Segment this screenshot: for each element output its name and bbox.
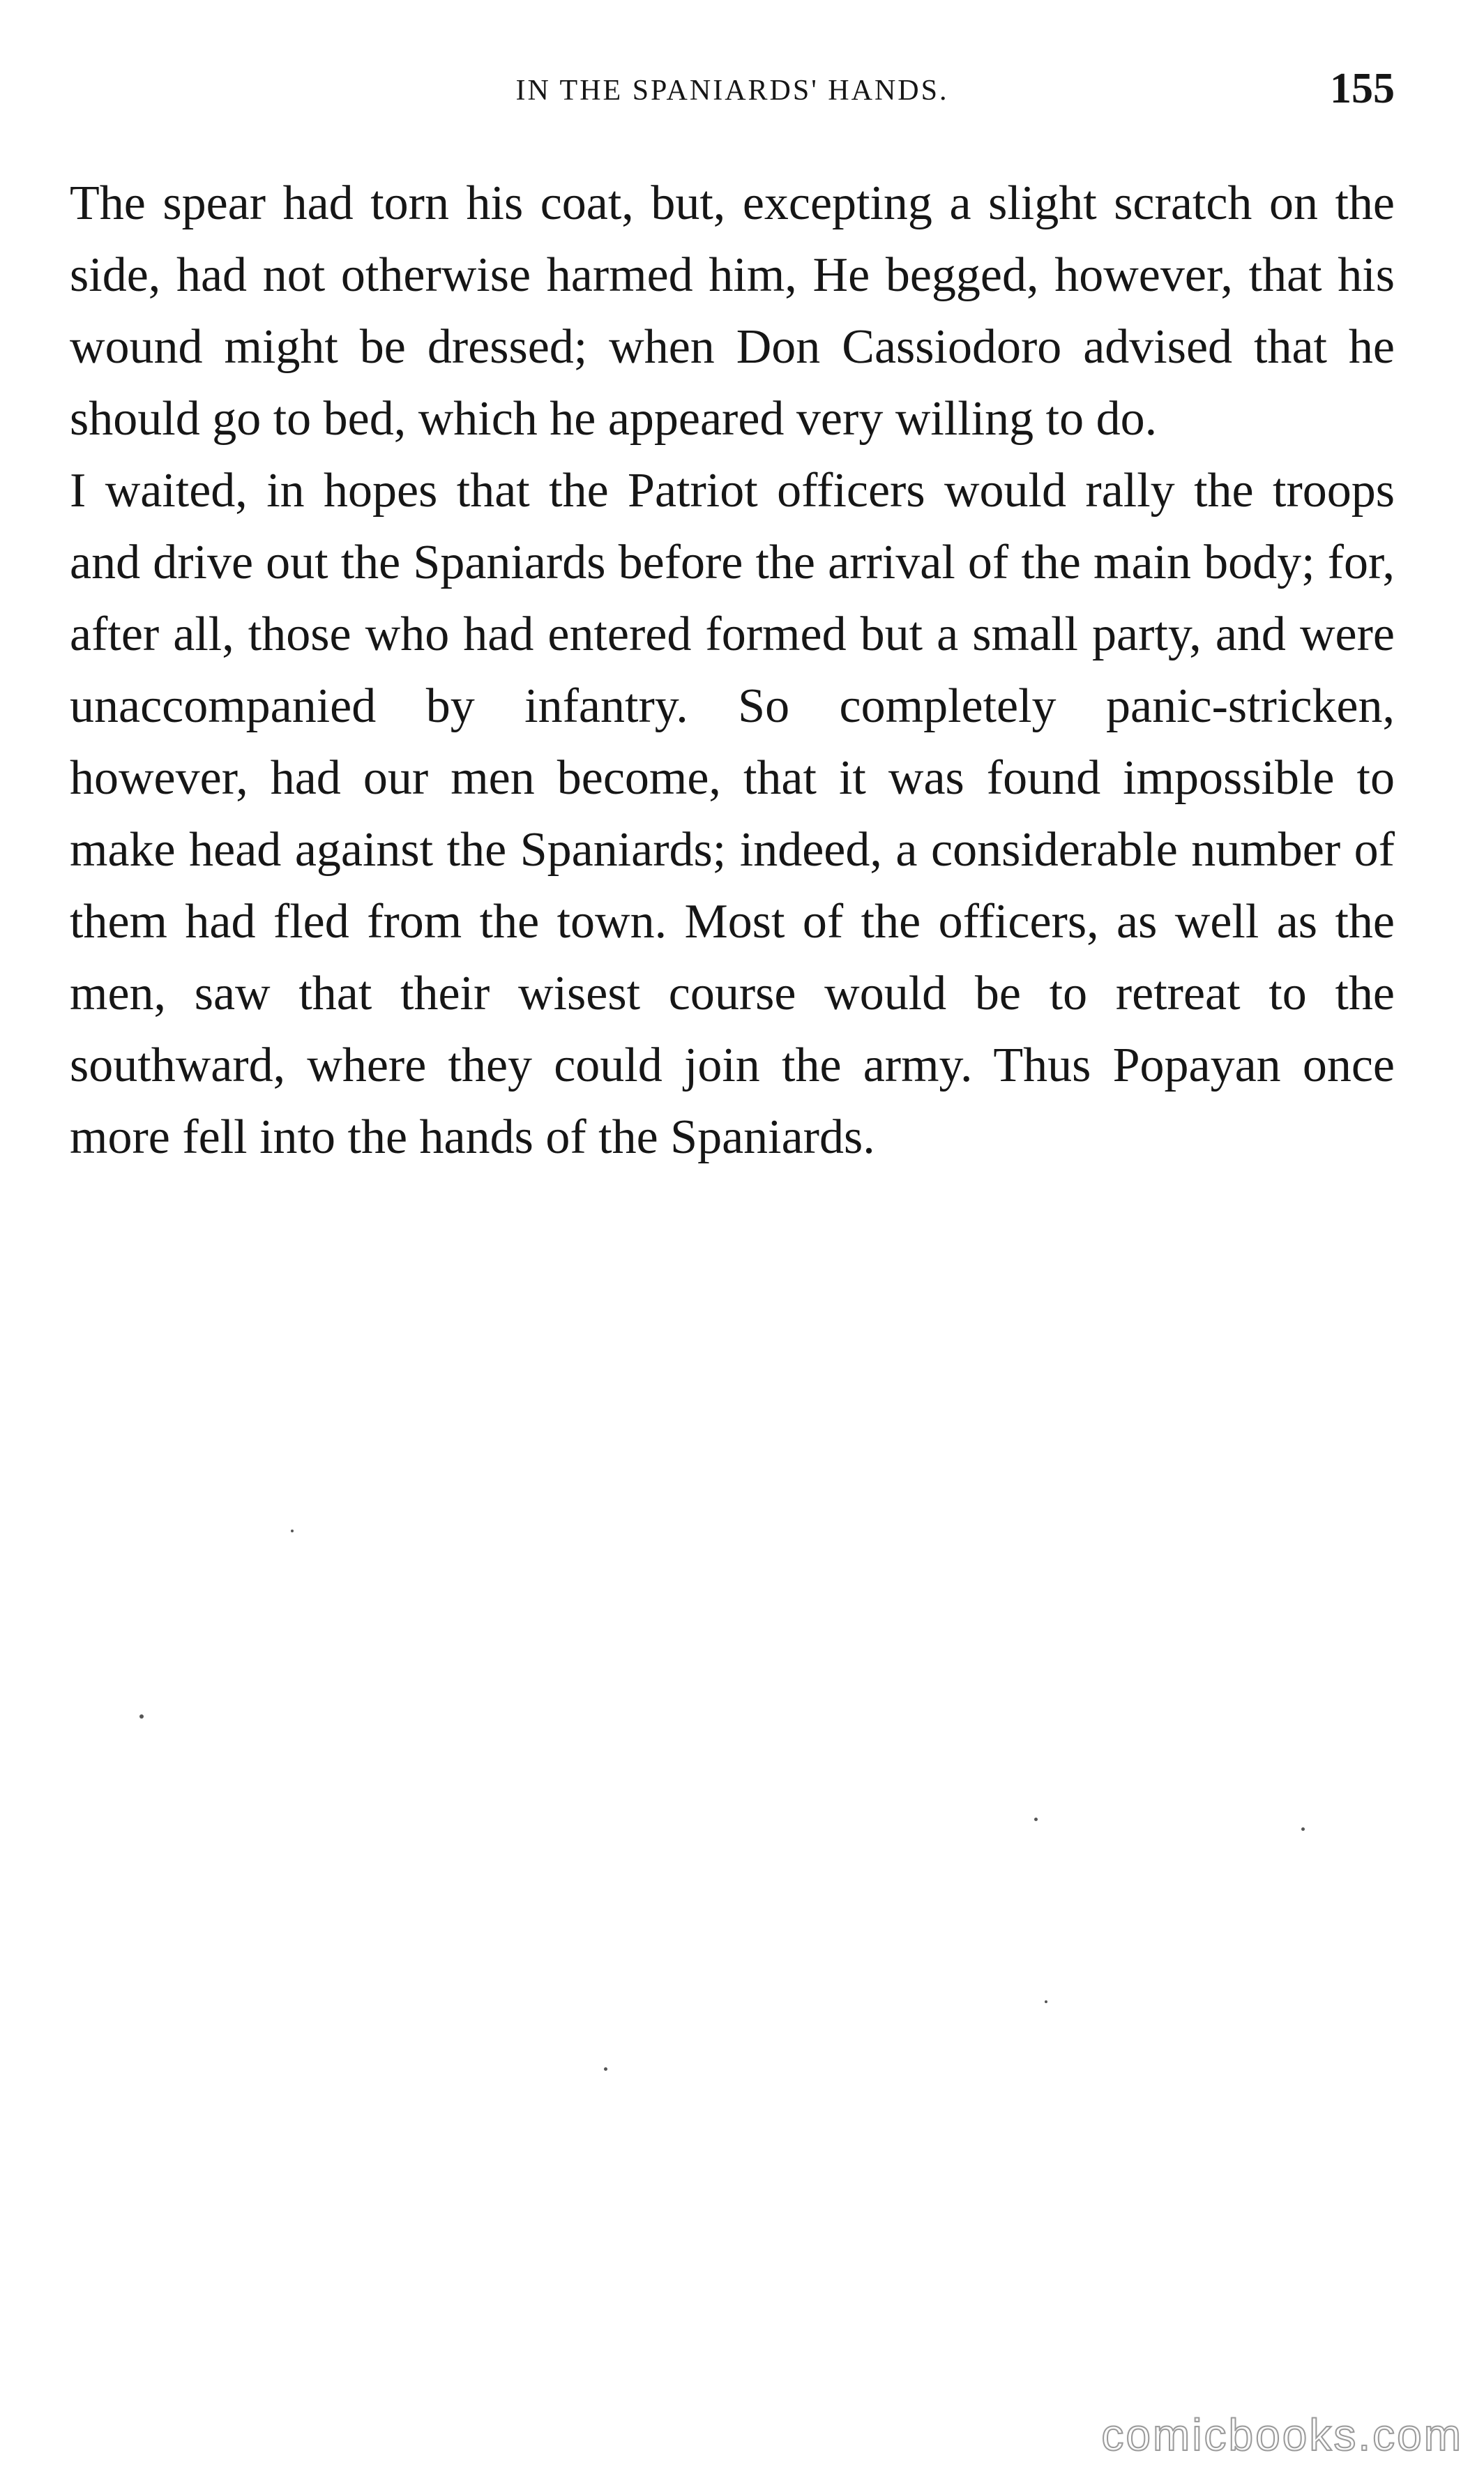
scan-speck [291, 1530, 294, 1532]
scan-speck [604, 2067, 607, 2071]
paragraph-2: I waited, in hopes that the Patriot officers would rally the troops and drive out the Spaniards before the arrival of the main body; for, after all, those who had entered formed but a small party, and were unaccompanied by infantry. So completely panic-stricken, however, had our men become, that it was found impossible to make head against the Spaniards; indeed, a considerable number of them had fled from the town. Most of the officers, as well as the men, saw that their wisest course would be to retreat to the southward, where they could join the army. Thus Popayan once more fell into the hands of the Spaniards. [70, 464, 1395, 1164]
running-title: IN THE SPANIARDS' HANDS. [515, 75, 949, 107]
body-text [70, 167, 1395, 1173]
scan-speck [1301, 1827, 1305, 1831]
paragraph-1: The spear had torn his coat, but, excepting a slight scratch on the side, had not otherwise harmed him, He begged, however, that his wound might be dressed; when Don Cassiodoro advised that he should go to bed, which he appeared very willing to do. [70, 176, 1395, 446]
page-number: 155 [1330, 65, 1395, 112]
scan-speck [139, 1714, 144, 1719]
scan-speck [1045, 2000, 1047, 2003]
watermark: comicbooks.com [1101, 2410, 1463, 2460]
scan-speck [1034, 1818, 1038, 1821]
running-head [70, 64, 1395, 127]
